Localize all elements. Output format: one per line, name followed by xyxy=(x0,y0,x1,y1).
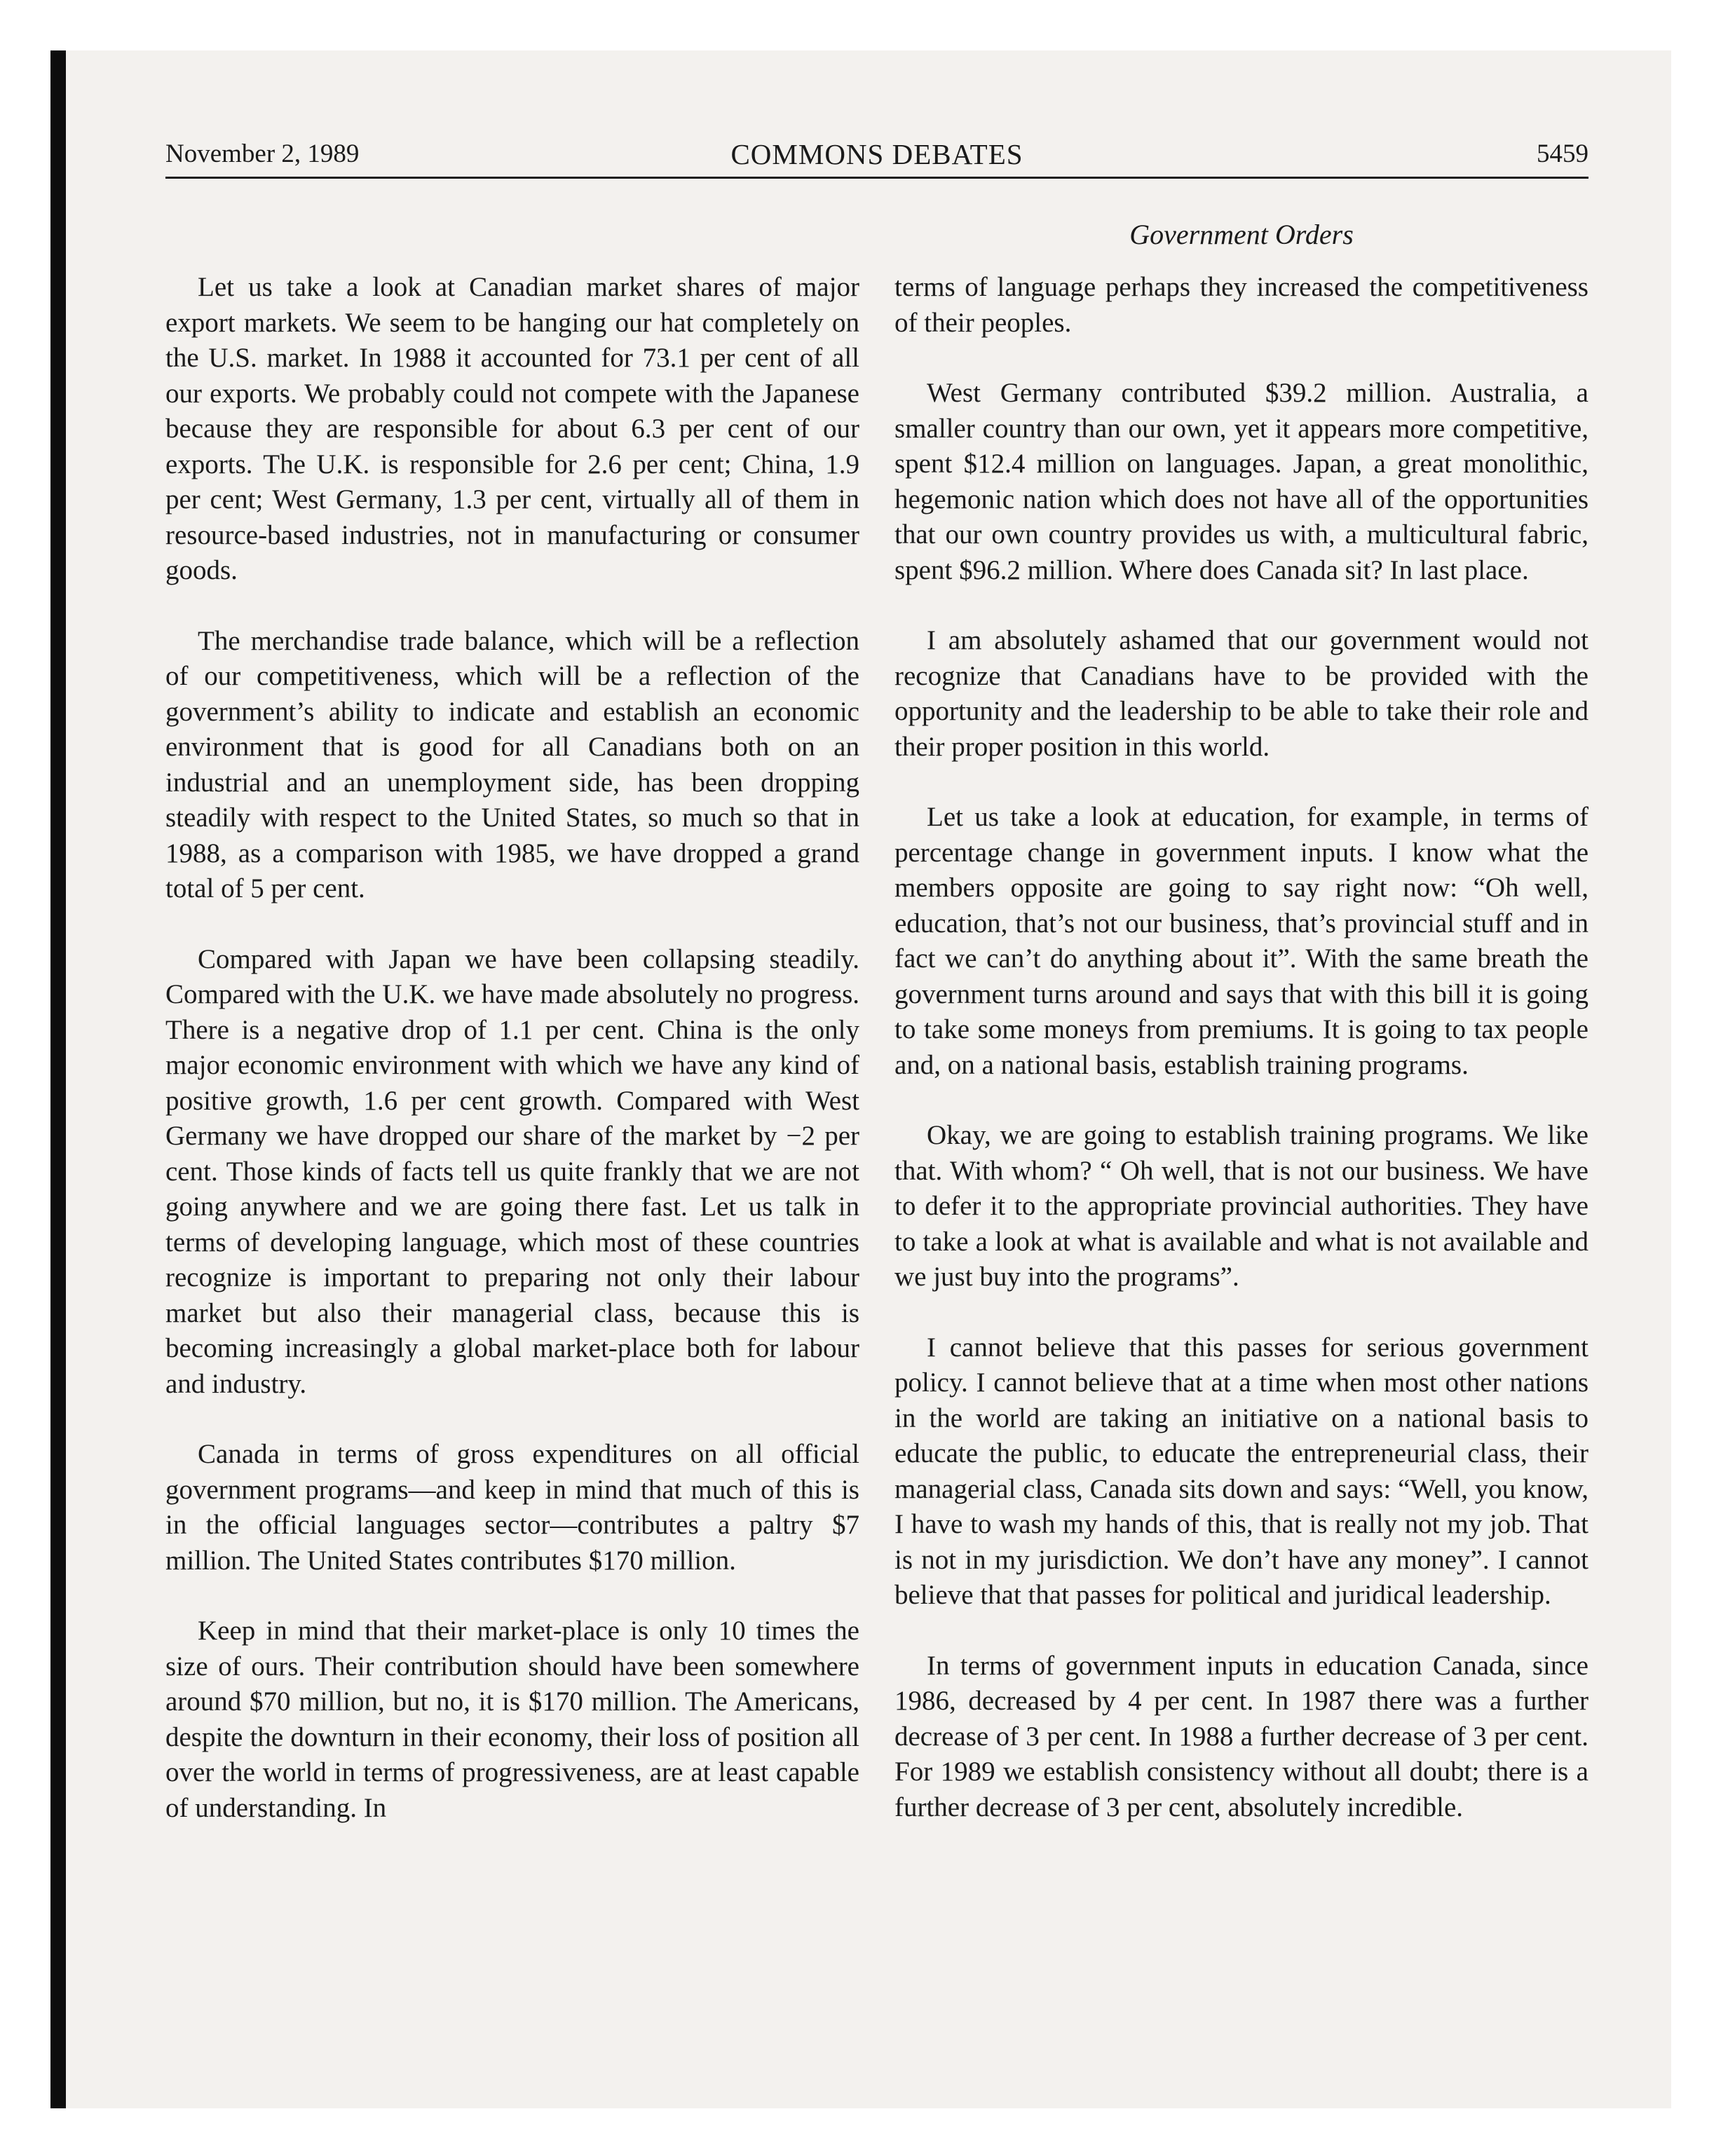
scan-border xyxy=(50,50,66,2108)
publication-title: COMMONS DEBATES xyxy=(730,138,1023,170)
paragraph: I cannot believe that this passes for serious government policy. I cannot believe that at a time when most other nations in the world are taking an initiative on a national basis to educate the public, to educate the entrepreneurial class, their managerial class, Canada sits down and says: “Well, you know, I have to wash my hands of this, that is really not my job. That is not in my jurisdiction. We don’t have any money”. I cannot believe that that passes for political and juridical leadership. xyxy=(894,1332,1588,1610)
page-header xyxy=(165,137,1588,179)
paragraph: Canada in terms of gross expenditures on all official government programs—and keep in mind that much of this is in the official languages sector—contributes a paltry $7 million. The United States contributes $170 million. xyxy=(165,1439,859,1576)
paragraph: The merchandise trade balance, which will be a reflection of our competitiveness, which will be a reflection of the government’s ability to indicate and establish an economic environment that is good for all Canadians both on an industrial and an unemployment side, has been dropping steadily with respect to the United States, so much so that in 1988, as a comparison with 1985, we have dropped a grand total of 5 per cent. xyxy=(165,625,859,903)
right-column xyxy=(894,270,1588,1860)
section-label: Government Orders xyxy=(1129,219,1354,250)
page-number: 5459 xyxy=(1537,139,1588,168)
header-date: November 2, 1989 xyxy=(165,139,360,168)
paragraph: Okay, we are going to establish training programs. We like that. With whom? “ Oh well, that is not our business. We have to defer it to the appropriate provincial authorities. They have to take a look at what is available and what is not available and we just buy into the programs”. xyxy=(894,1120,1588,1292)
paragraph: West Germany contributed $39.2 million. Australia, a smaller country than our own, yet it appears more competitive, spent $12.4 million on languages. Japan, a great monolithic, hegemonic nation which does not have all of the opportunities that our own country provides us with, a multicultural fabric, spent $96.2 million. Where does Canada sit? In last place. xyxy=(894,378,1588,585)
paragraph: I am absolutely ashamed that our government would not recognize that Canadians have to be provided with the opportunity and the leadership to be able to take their role and their proper position in this world. xyxy=(894,625,1588,762)
paragraph: Let us take a look at Canadian market shares of major export markets. We seem to be hanging our hat completely on the U.S. market. In 1988 it accounted for 73.1 per cent of all our exports. We probably could not compete with the Japanese because they are responsible for about 6.3 per cent of our exports. The U.K. is responsible for 2.6 per cent; China, 1.9 per cent; West Germany, 1.3 per cent, virtually all of them in resource-based industries, not in manufacturing or consumer goods. xyxy=(165,272,859,585)
left-column xyxy=(165,270,859,1861)
paragraph: In terms of government inputs in education Canada, since 1986, decreased by 4 per cent. In 1987 there was a further decrease of 3 per cent. In 1988 a further decrease of 3 per cent. For 1989 we establish consistency without all doubt; there is a further decrease of 3 per cent, absolutely incredible. xyxy=(894,1650,1588,1822)
header-rule xyxy=(165,177,1588,179)
paragraph: Let us take a look at education, for example, in terms of percentage change in government inputs. I know what the members opposite are going to say right now: “Oh well, education, that’s not our business, that’s provincial stuff and in fact we can’t do anything about it”. With the same breath the government turns around and says that with this bill it is going to take some moneys from premiums. It is going to tax people and, on a national basis, establish training programs. xyxy=(894,802,1588,1080)
continued-paragraph: terms of language perhaps they increased the competitiveness of their peoples. xyxy=(894,272,1588,338)
paragraph: Compared with Japan we have been collapsing steadily. Compared with the U.K. we have made absolutely no progress. There is a negative drop of 1.1 per cent. China is the only major economic environment with which we have any kind of positive growth, 1.6 per cent growth. Compared with West Germany we have dropped our share of the market by −2 per cent. Those kinds of facts tell us quite frankly that we are not going anywhere and we are going there fast. Let us talk in terms of developing language, which most of these countries recognize is important to preparing not only their labour market but also their managerial class, because this is becoming increasingly a global market-place both for labour and industry. xyxy=(165,943,859,1399)
paragraph: Keep in mind that their market-place is only 10 times the size of ours. Their contribution should have been somewhere around $70 million, but no, it is $170 million. The Americans, despite the downturn in their economy, their loss of position all over the world in terms of progressiveness, are at least capable of understanding. In xyxy=(165,1616,859,1823)
